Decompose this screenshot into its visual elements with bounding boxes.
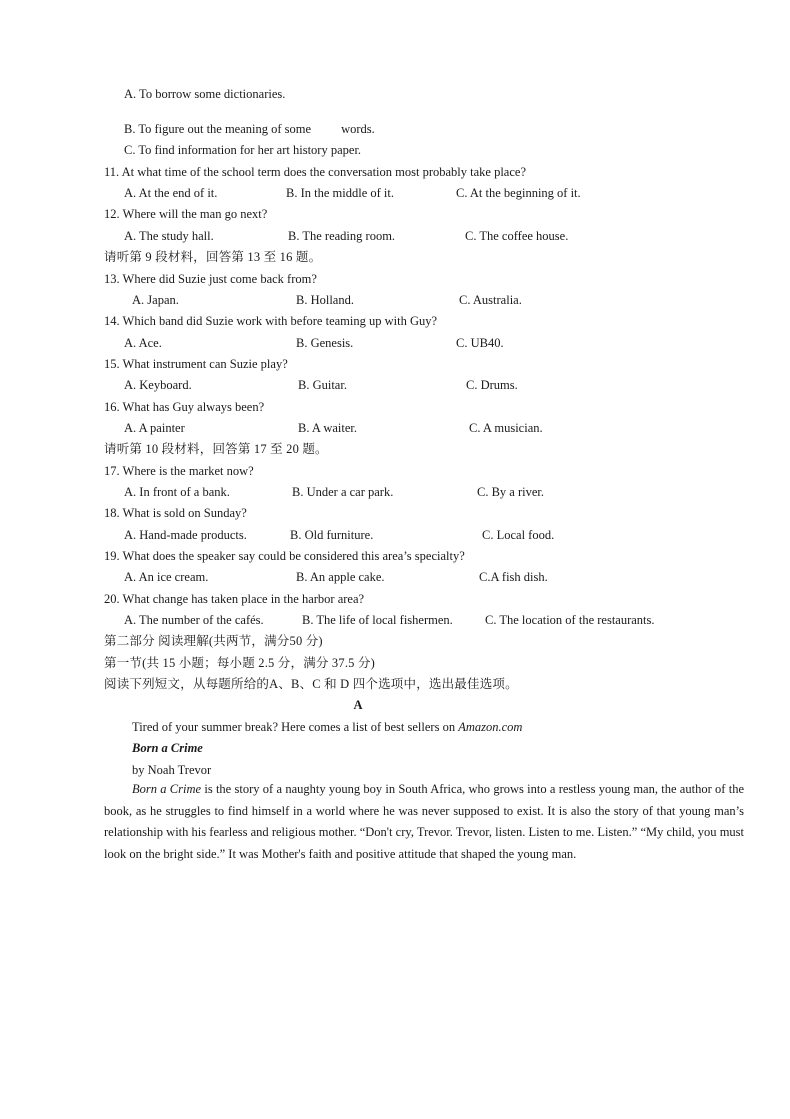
q15-option-a: A. Keyboard. — [124, 378, 192, 392]
q11-option-b: B. In the middle of it. — [286, 186, 394, 200]
passage-intro-text: Tired of your summer break? Here comes a list of best sellers on — [132, 720, 459, 734]
passage-intro — [132, 719, 522, 735]
reading-instruction: 阅读下列短文，从每题所给的A、B、C 和 D 四个选项中，选出最佳选项。 — [104, 677, 518, 691]
q16-option-c: C. A musician. — [469, 421, 543, 435]
q15-option-c: C. Drums. — [466, 378, 518, 392]
q12-option-c: C. The coffee house. — [465, 229, 569, 243]
q13-option-c: C. Australia. — [459, 293, 522, 307]
q11-option-a: A. At the end of it. — [124, 186, 218, 200]
q14-option-a: A. Ace. — [124, 336, 162, 350]
q20-stem: 20. What change has taken place in the harbor area? — [104, 592, 365, 606]
q10-option-b-text: B. To figure out the meaning of some — [124, 122, 312, 136]
book-author: by Noah Trevor — [132, 763, 212, 777]
q12-option-a: A. The study hall. — [124, 229, 214, 243]
q16-option-b: B. A waiter. — [298, 421, 358, 435]
q15-stem: 15. What instrument can Suzie play? — [104, 357, 288, 371]
passage-body-title: Born a Crime — [132, 782, 202, 796]
q20-option-c: C. The location of the restaurants. — [485, 613, 655, 627]
q17-stem: 17. Where is the market now? — [104, 464, 254, 478]
q19-option-b: B. An apple cake. — [296, 570, 385, 584]
q18-option-b: B. Old furniture. — [290, 528, 374, 542]
q16-option-a: A. A painter — [124, 421, 185, 435]
q10-option-b-tail: words. — [341, 122, 375, 136]
q10-option-a: A. To borrow some dictionaries. — [124, 87, 286, 101]
instruction-material-10: 请听第 10 段材料，回答第 17 至 20 题。 — [104, 442, 328, 456]
passage-body — [104, 779, 744, 865]
q17-option-c: C. By a river. — [477, 485, 545, 499]
q13-option-b: B. Holland. — [296, 293, 354, 307]
q19-stem: 19. What does the speaker say could be considered this area’s specialty? — [104, 549, 465, 563]
q16-stem: 16. What has Guy always been? — [104, 400, 265, 414]
part2-heading: 第二部分 阅读理解(共两节，满分50 分) — [104, 634, 323, 648]
q14-option-c: C. UB40. — [456, 336, 504, 350]
amazon-site-name: Amazon.com — [458, 720, 523, 734]
q12-stem: 12. Where will the man go next? — [104, 207, 268, 221]
book-title: Born a Crime — [132, 741, 203, 755]
passage-label: A — [353, 698, 363, 712]
q12-option-b: B. The reading room. — [288, 229, 396, 243]
q20-option-b: B. The life of local fishermen. — [302, 613, 453, 627]
q17-option-b: B. Under a car park. — [292, 485, 394, 499]
q14-stem: 14. Which band did Suzie work with before teaming up with Guy? — [104, 314, 438, 328]
q18-option-a: A. Hand-made products. — [124, 528, 247, 542]
q18-stem: 18. What is sold on Sunday? — [104, 506, 247, 520]
q18-option-c: C. Local food. — [482, 528, 555, 542]
q19-option-a: A. An ice cream. — [124, 570, 209, 584]
instruction-material-9: 请听第 9 段材料，回答第 13 至 16 题。 — [104, 250, 322, 264]
q13-stem: 13. Where did Suzie just come back from? — [104, 272, 317, 286]
q15-option-b: B. Guitar. — [298, 378, 347, 392]
section1-heading: 第一节(共 15 小题；每小题 2.5 分，满分 37.5 分) — [104, 656, 375, 670]
q17-option-a: A. In front of a bank. — [124, 485, 230, 499]
passage-body-text: is the story of a naughty young boy in South Africa, who grows into a restless young man, the author of the book, as he struggles to find himself in a world where he was never supposed to exist. It is also the story of that young man’s relationship with his fearless and religious mother. “Don't cry, Trevor. Trevor, listen. Listen to me. Listen.” “My child, you must look on the bright side.” It was Mother's faith and positive attitude that shaped the young man. — [104, 782, 744, 861]
q14-option-b: B. Genesis. — [296, 336, 354, 350]
q10-option-b — [124, 121, 375, 137]
q10-option-c: C. To find information for her art history paper. — [124, 143, 362, 157]
q11-stem: 11. At what time of the school term does the conversation most probably take place? — [104, 165, 526, 179]
q20-option-a: A. The number of the cafés. — [124, 613, 264, 627]
q11-option-c: C. At the beginning of it. — [456, 186, 581, 200]
q13-option-a: A. Japan. — [132, 293, 179, 307]
q19-option-c: C.A fish dish. — [479, 570, 548, 584]
